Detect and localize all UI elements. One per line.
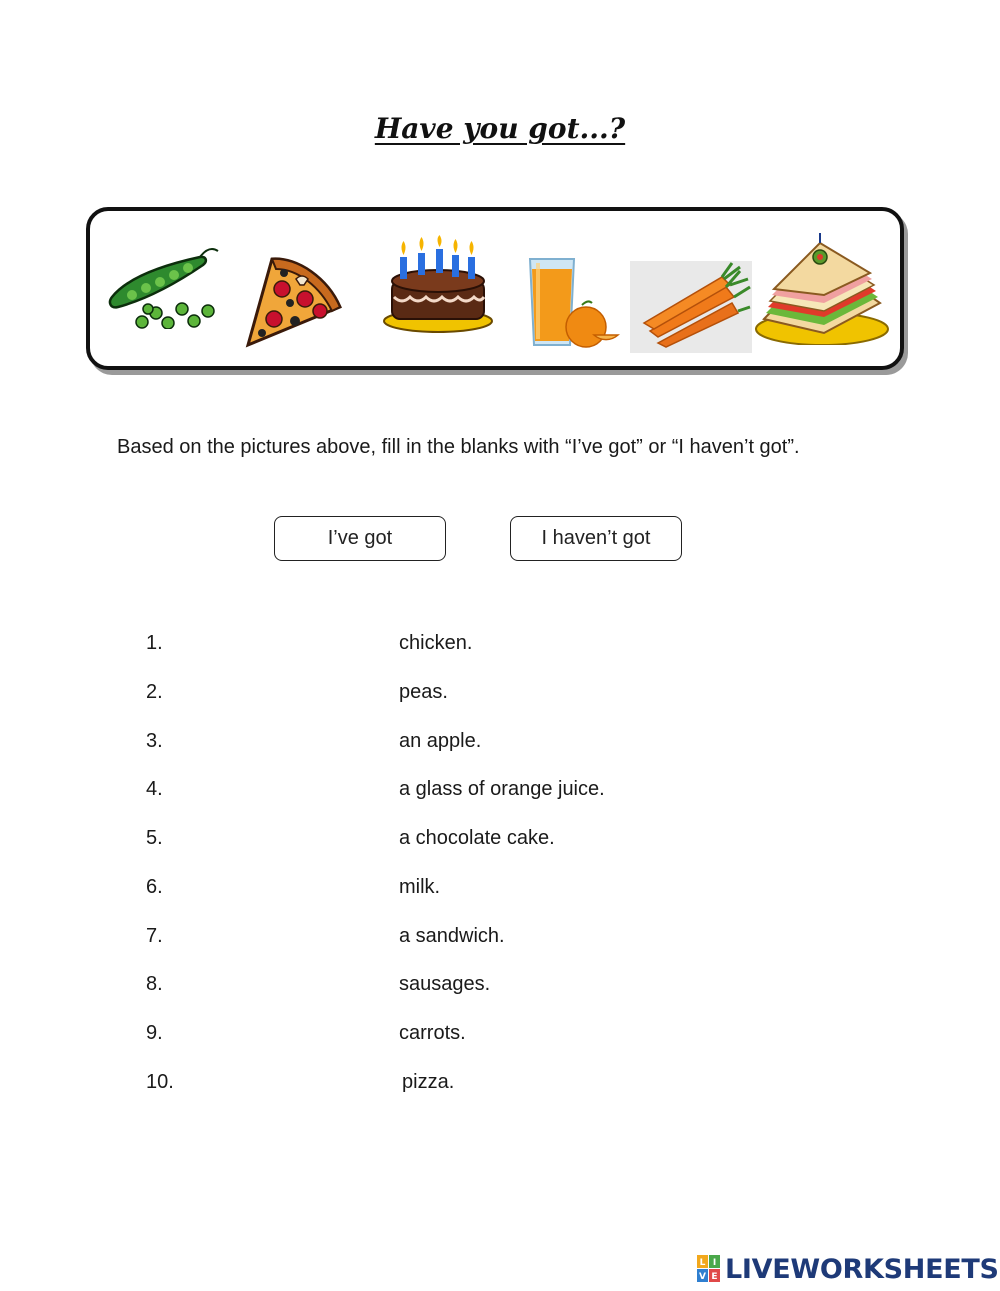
item-number: 4. bbox=[146, 778, 163, 800]
item-number: 6. bbox=[146, 876, 163, 898]
item-number: 1. bbox=[146, 632, 163, 654]
item-text: peas. bbox=[399, 681, 448, 703]
item-text: an apple. bbox=[399, 730, 482, 752]
logo-tile-v: V bbox=[699, 1272, 706, 1282]
liveworksheets-logo bbox=[697, 1253, 999, 1285]
chocolate-cake-image bbox=[382, 235, 494, 335]
item-text: sausages. bbox=[399, 973, 491, 995]
item-text: chicken. bbox=[399, 632, 473, 654]
orange-juice-image bbox=[524, 253, 620, 351]
item-number: 9. bbox=[146, 1022, 163, 1044]
item-text: carrots. bbox=[399, 1022, 466, 1044]
logo-tile-i: I bbox=[712, 1258, 717, 1268]
picture-frame bbox=[86, 207, 904, 370]
item-number: 3. bbox=[146, 730, 163, 752]
pizza-image bbox=[240, 249, 345, 351]
item-text: a chocolate cake. bbox=[399, 827, 555, 849]
item-number: 2. bbox=[146, 681, 163, 703]
i-havent-got-option-button[interactable]: I haven’t got bbox=[510, 516, 682, 561]
carrots-image bbox=[630, 261, 752, 353]
ive-got-option-button[interactable]: I’ve got bbox=[274, 516, 446, 561]
item-text: a sandwich. bbox=[399, 925, 505, 947]
worksheet-title: Have you got...? bbox=[374, 112, 626, 145]
logo-tiles-icon bbox=[697, 1255, 721, 1283]
item-number: 8. bbox=[146, 973, 163, 995]
logo-tile-l: L bbox=[699, 1258, 706, 1268]
item-number: 10. bbox=[146, 1071, 174, 1093]
peas-image bbox=[108, 247, 220, 329]
logo-text: LIVEWORKSHEETS bbox=[725, 1253, 999, 1285]
sandwich-image bbox=[754, 233, 890, 345]
instruction-text: Based on the pictures above, fill in the blanks with “I’ve got” or “I haven’t got”. bbox=[117, 436, 800, 458]
item-number: 7. bbox=[146, 925, 163, 947]
item-text: milk. bbox=[399, 876, 441, 898]
item-number: 5. bbox=[146, 827, 163, 849]
item-text: a glass of orange juice. bbox=[399, 778, 605, 800]
item-text: pizza. bbox=[402, 1071, 455, 1093]
logo-tile-e: E bbox=[711, 1272, 718, 1282]
